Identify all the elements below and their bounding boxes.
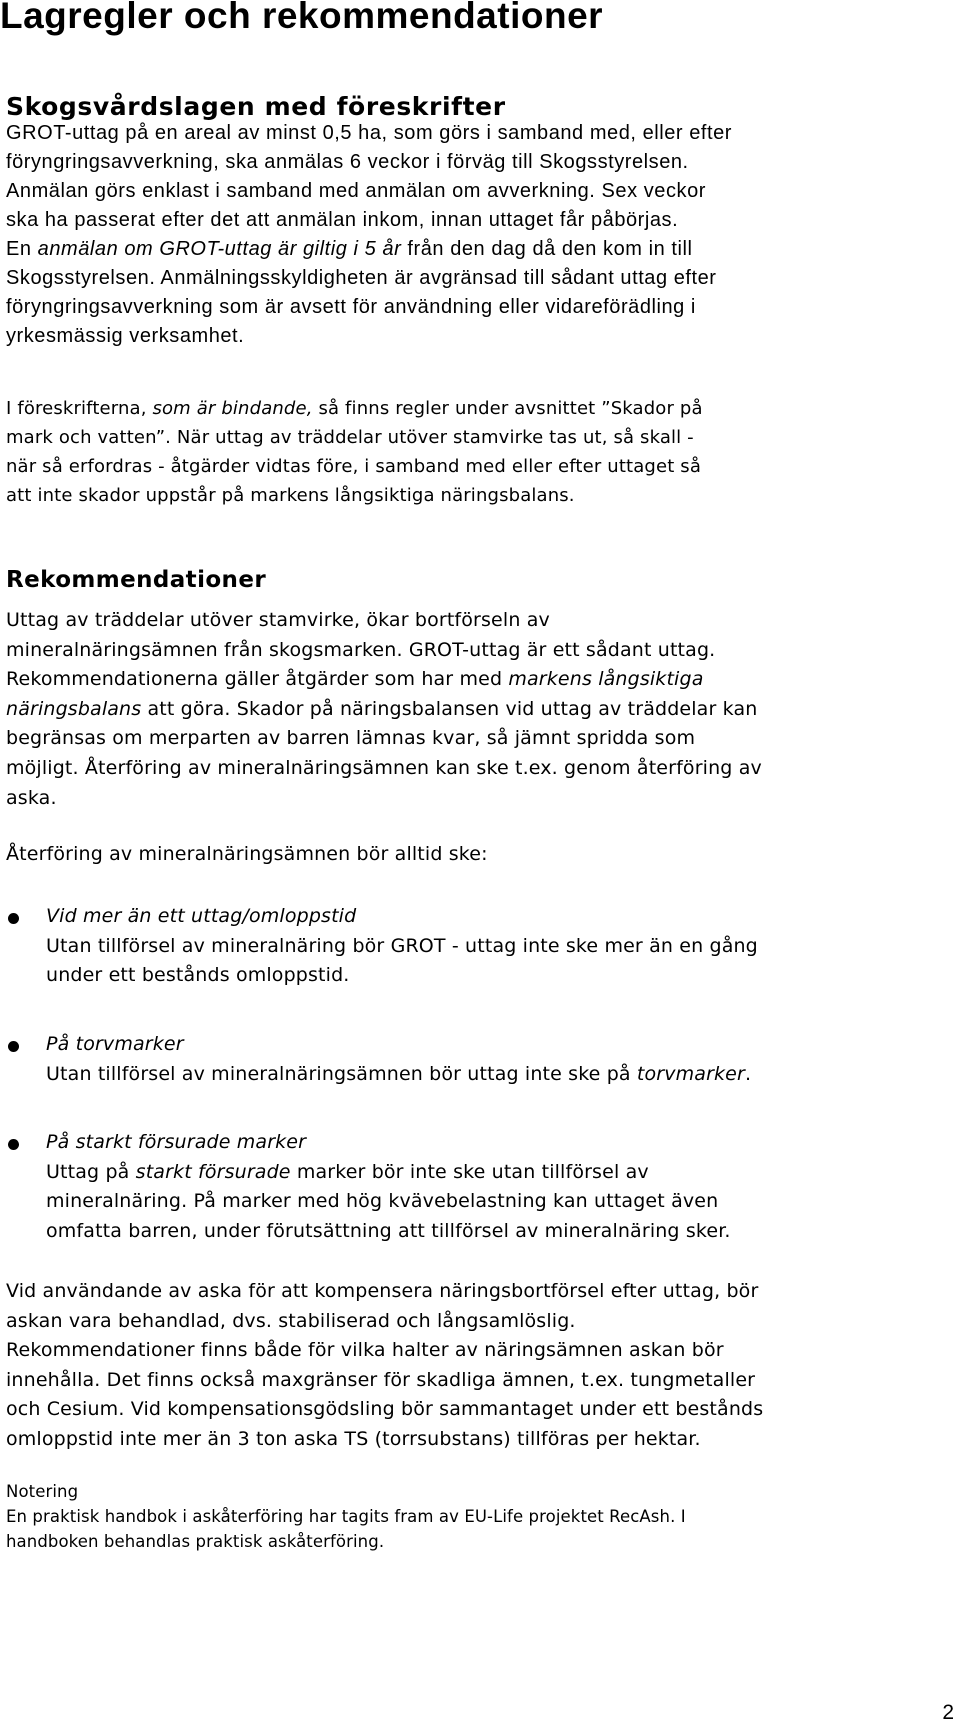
bullet-icon bbox=[8, 1041, 19, 1052]
text-span: att göra. Skador på näringsbalansen vid uttag av träddelar kan bbox=[141, 697, 758, 720]
text-line: yrkesmässig verksamhet. bbox=[6, 325, 245, 347]
text-line: Uttag av träddelar utöver stamvirke, ökar bortförseln av bbox=[6, 609, 550, 631]
text-span: Skogsstyrelsen. bbox=[6, 267, 156, 289]
paragraph-anmalan bbox=[6, 119, 946, 351]
text-line: Utan tillförsel av mineralnäring bör GROT - uttag inte ske mer än en gång bbox=[46, 934, 758, 957]
text-span: Rekommendationerna gäller åtgärder som har med bbox=[6, 668, 509, 691]
text-line: En praktisk handbok i askåterföring har tagits fram av EU-Life projektet RecAsh. I bbox=[6, 1507, 686, 1526]
bullet-icon bbox=[8, 1139, 19, 1150]
text-line bbox=[6, 394, 946, 423]
section-heading-skogsvardslagen: Skogsvårdslagen med föreskrifter bbox=[6, 92, 506, 121]
text-line: när så erfordras - åtgärder vidtas före, i samband med eller efter uttaget så bbox=[6, 456, 702, 477]
text-line: mineralnäring. På marker med hög kvävebelastning kan uttaget även bbox=[46, 1190, 719, 1213]
list-item bbox=[46, 902, 946, 991]
list-item-heading: Vid mer än ett uttag/omloppstid bbox=[46, 905, 357, 927]
italic-text: näringsbalans bbox=[6, 697, 142, 720]
text-span: Anmälningsskyldigheten är avgränsad till sådant uttag efter bbox=[155, 267, 717, 289]
list-item-heading: På torvmarker bbox=[46, 1033, 184, 1055]
paragraph-rekommendationer bbox=[6, 606, 946, 813]
list-item-heading: På starkt försurade marker bbox=[46, 1131, 307, 1153]
italic-text: anmälan om GROT-uttag är giltig i 5 år bbox=[37, 238, 402, 260]
italic-text: som är bindande, bbox=[152, 398, 313, 419]
text-line: föryngringsavverkning som är avsett för användning eller vidareförädling i bbox=[6, 296, 696, 318]
text-span: marker bör inte ske utan tillförsel av bbox=[290, 1160, 649, 1183]
text-span: mark och vatten”. bbox=[6, 427, 172, 448]
text-span: från den dag då den kom in till bbox=[401, 238, 693, 260]
text-line: omfatta barren, under förutsättning att tillförsel av mineralnäring sker. bbox=[46, 1219, 731, 1242]
text-span: När uttag av träddelar utöver stamvirke tas ut, så skall - bbox=[171, 427, 694, 448]
text-span: I föreskrifterna, bbox=[6, 398, 153, 419]
paragraph-aska bbox=[6, 1277, 946, 1455]
text-line bbox=[6, 695, 946, 725]
note-block bbox=[6, 1479, 946, 1554]
text-line bbox=[6, 423, 946, 452]
text-line bbox=[6, 264, 946, 293]
text-line bbox=[6, 665, 946, 695]
text-line: Rekommendationer finns både för vilka halter av näringsämnen askan bör bbox=[6, 1339, 724, 1362]
text-line: möjligt. Återföring av mineralnäringsämnen kan ske t.ex. genom återföring av bbox=[6, 756, 762, 779]
text-span: . bbox=[745, 1062, 752, 1085]
text-line: och Cesium. Vid kompensationsgödsling bör sammantaget under ett bestånds bbox=[6, 1398, 764, 1421]
text-span: En bbox=[6, 238, 38, 260]
text-line bbox=[46, 1060, 946, 1090]
paragraph-foreskrifter bbox=[6, 394, 946, 510]
page-title: Lagregler och rekommendationer bbox=[0, 0, 604, 36]
text-line: handboken behandlas praktisk askåterföring. bbox=[6, 1532, 385, 1551]
italic-text: torvmarker bbox=[636, 1062, 745, 1085]
note-label: Notering bbox=[6, 1482, 79, 1501]
text-line bbox=[46, 1158, 946, 1188]
text-span: Utan tillförsel av mineralnäringsämnen bör uttag inte ske på bbox=[46, 1062, 637, 1085]
text-line: innehålla. Det finns också maxgränser för skadliga ämnen, t.ex. tungmetaller bbox=[6, 1368, 756, 1391]
section-heading-rekommendationer: Rekommendationer bbox=[6, 567, 267, 593]
text-line: Återföring av mineralnäringsämnen bör alltid ske: bbox=[6, 843, 488, 865]
text-line: begränsas om merparten av barren lämnas kvar, så jämnt spridda som bbox=[6, 727, 696, 750]
list-item bbox=[46, 1030, 946, 1089]
text-line: ska ha passerat efter det att anmälan inkom, innan uttaget får påbörjas. bbox=[6, 209, 679, 231]
paragraph-aterforing-intro bbox=[6, 840, 946, 870]
text-line: Vid användande av aska för att kompensera näringsbortförsel efter uttag, bör bbox=[6, 1280, 759, 1302]
text-line: mineralnäringsämnen från skogsmarken. GROT-uttag är ett sådant uttag. bbox=[6, 638, 716, 661]
text-line: askan vara behandlad, dvs. stabiliserad och långsamlöslig. bbox=[6, 1309, 576, 1332]
text-span: så finns regler under avsnittet ”Skador på bbox=[312, 398, 703, 419]
page-number: 2 bbox=[942, 1701, 954, 1724]
text-line: Anmälan görs enklast i samband med anmälan om avverkning. Sex veckor bbox=[6, 180, 706, 202]
text-line: GROT-uttag på en areal av minst 0,5 ha, som görs i samband med, eller efter bbox=[6, 122, 733, 144]
list-item bbox=[46, 1128, 946, 1246]
text-line: under ett bestånds omloppstid. bbox=[46, 964, 350, 987]
bullet-icon bbox=[8, 913, 19, 924]
italic-text: markens långsiktiga bbox=[508, 668, 704, 691]
italic-text: starkt försurade bbox=[135, 1160, 291, 1183]
text-line: aska. bbox=[6, 786, 57, 809]
text-line: att inte skador uppstår på markens långsiktiga näringsbalans. bbox=[6, 485, 575, 506]
text-line bbox=[6, 235, 946, 264]
text-span: Uttag på bbox=[46, 1160, 136, 1183]
text-line: föryngringsavverkning, ska anmälas 6 veckor i förväg till Skogsstyrelsen. bbox=[6, 151, 689, 173]
text-line: omloppstid inte mer än 3 ton aska TS (torrsubstans) tillföras per hektar. bbox=[6, 1427, 701, 1450]
